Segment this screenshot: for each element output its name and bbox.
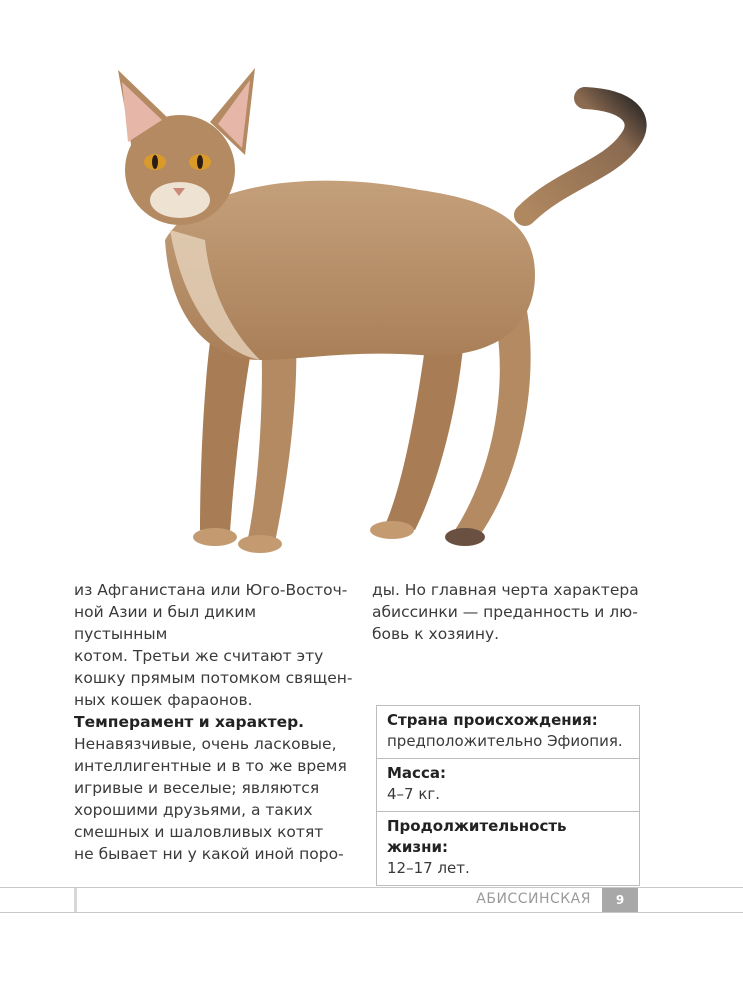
info-label: Страна происхождения: <box>387 711 598 729</box>
info-row-origin <box>377 706 639 758</box>
paragraph-devotion: ды. Но главная черта характера абиссинки — преданность и лю- бовь к хозяину. <box>372 581 639 643</box>
info-value: предположительно Эфиопия. <box>387 732 623 750</box>
info-value: 4–7 кг. <box>387 785 441 803</box>
footer-rule-bottom <box>0 912 743 913</box>
footer-tick-mark <box>74 888 77 912</box>
paragraph-origin: из Афганистана или Юго-Восточ- ной Азии и был диким пустынным котом. Третьи же считают эту кошку прямым потомком священ- ных кошек фараонов. <box>74 581 353 709</box>
section-heading: Темперамент и характер. <box>74 713 305 731</box>
info-value: 12–17 лет. <box>387 859 470 877</box>
breed-info-box <box>376 705 640 886</box>
text-column-left-bottom <box>74 711 354 865</box>
info-label: Масса: <box>387 764 446 782</box>
page-number-badge: 9 <box>602 888 638 912</box>
text-column-right-top <box>372 579 652 645</box>
info-label: Продолжительность жизни: <box>387 817 567 856</box>
running-footer-title: АБИССИНСКАЯ <box>476 891 591 907</box>
paragraph-temperament: Ненавязчивые, очень ласковые, интеллигентные и в то же время игривые и веселые; являются хорошими друзьями, а таких смешных и шаловливых котят не бывает ни у какой иной поро- <box>74 735 347 863</box>
text-column-left-top <box>74 579 354 711</box>
cat-photo <box>70 60 660 560</box>
info-row-weight <box>377 758 639 811</box>
info-row-lifespan <box>377 811 639 885</box>
